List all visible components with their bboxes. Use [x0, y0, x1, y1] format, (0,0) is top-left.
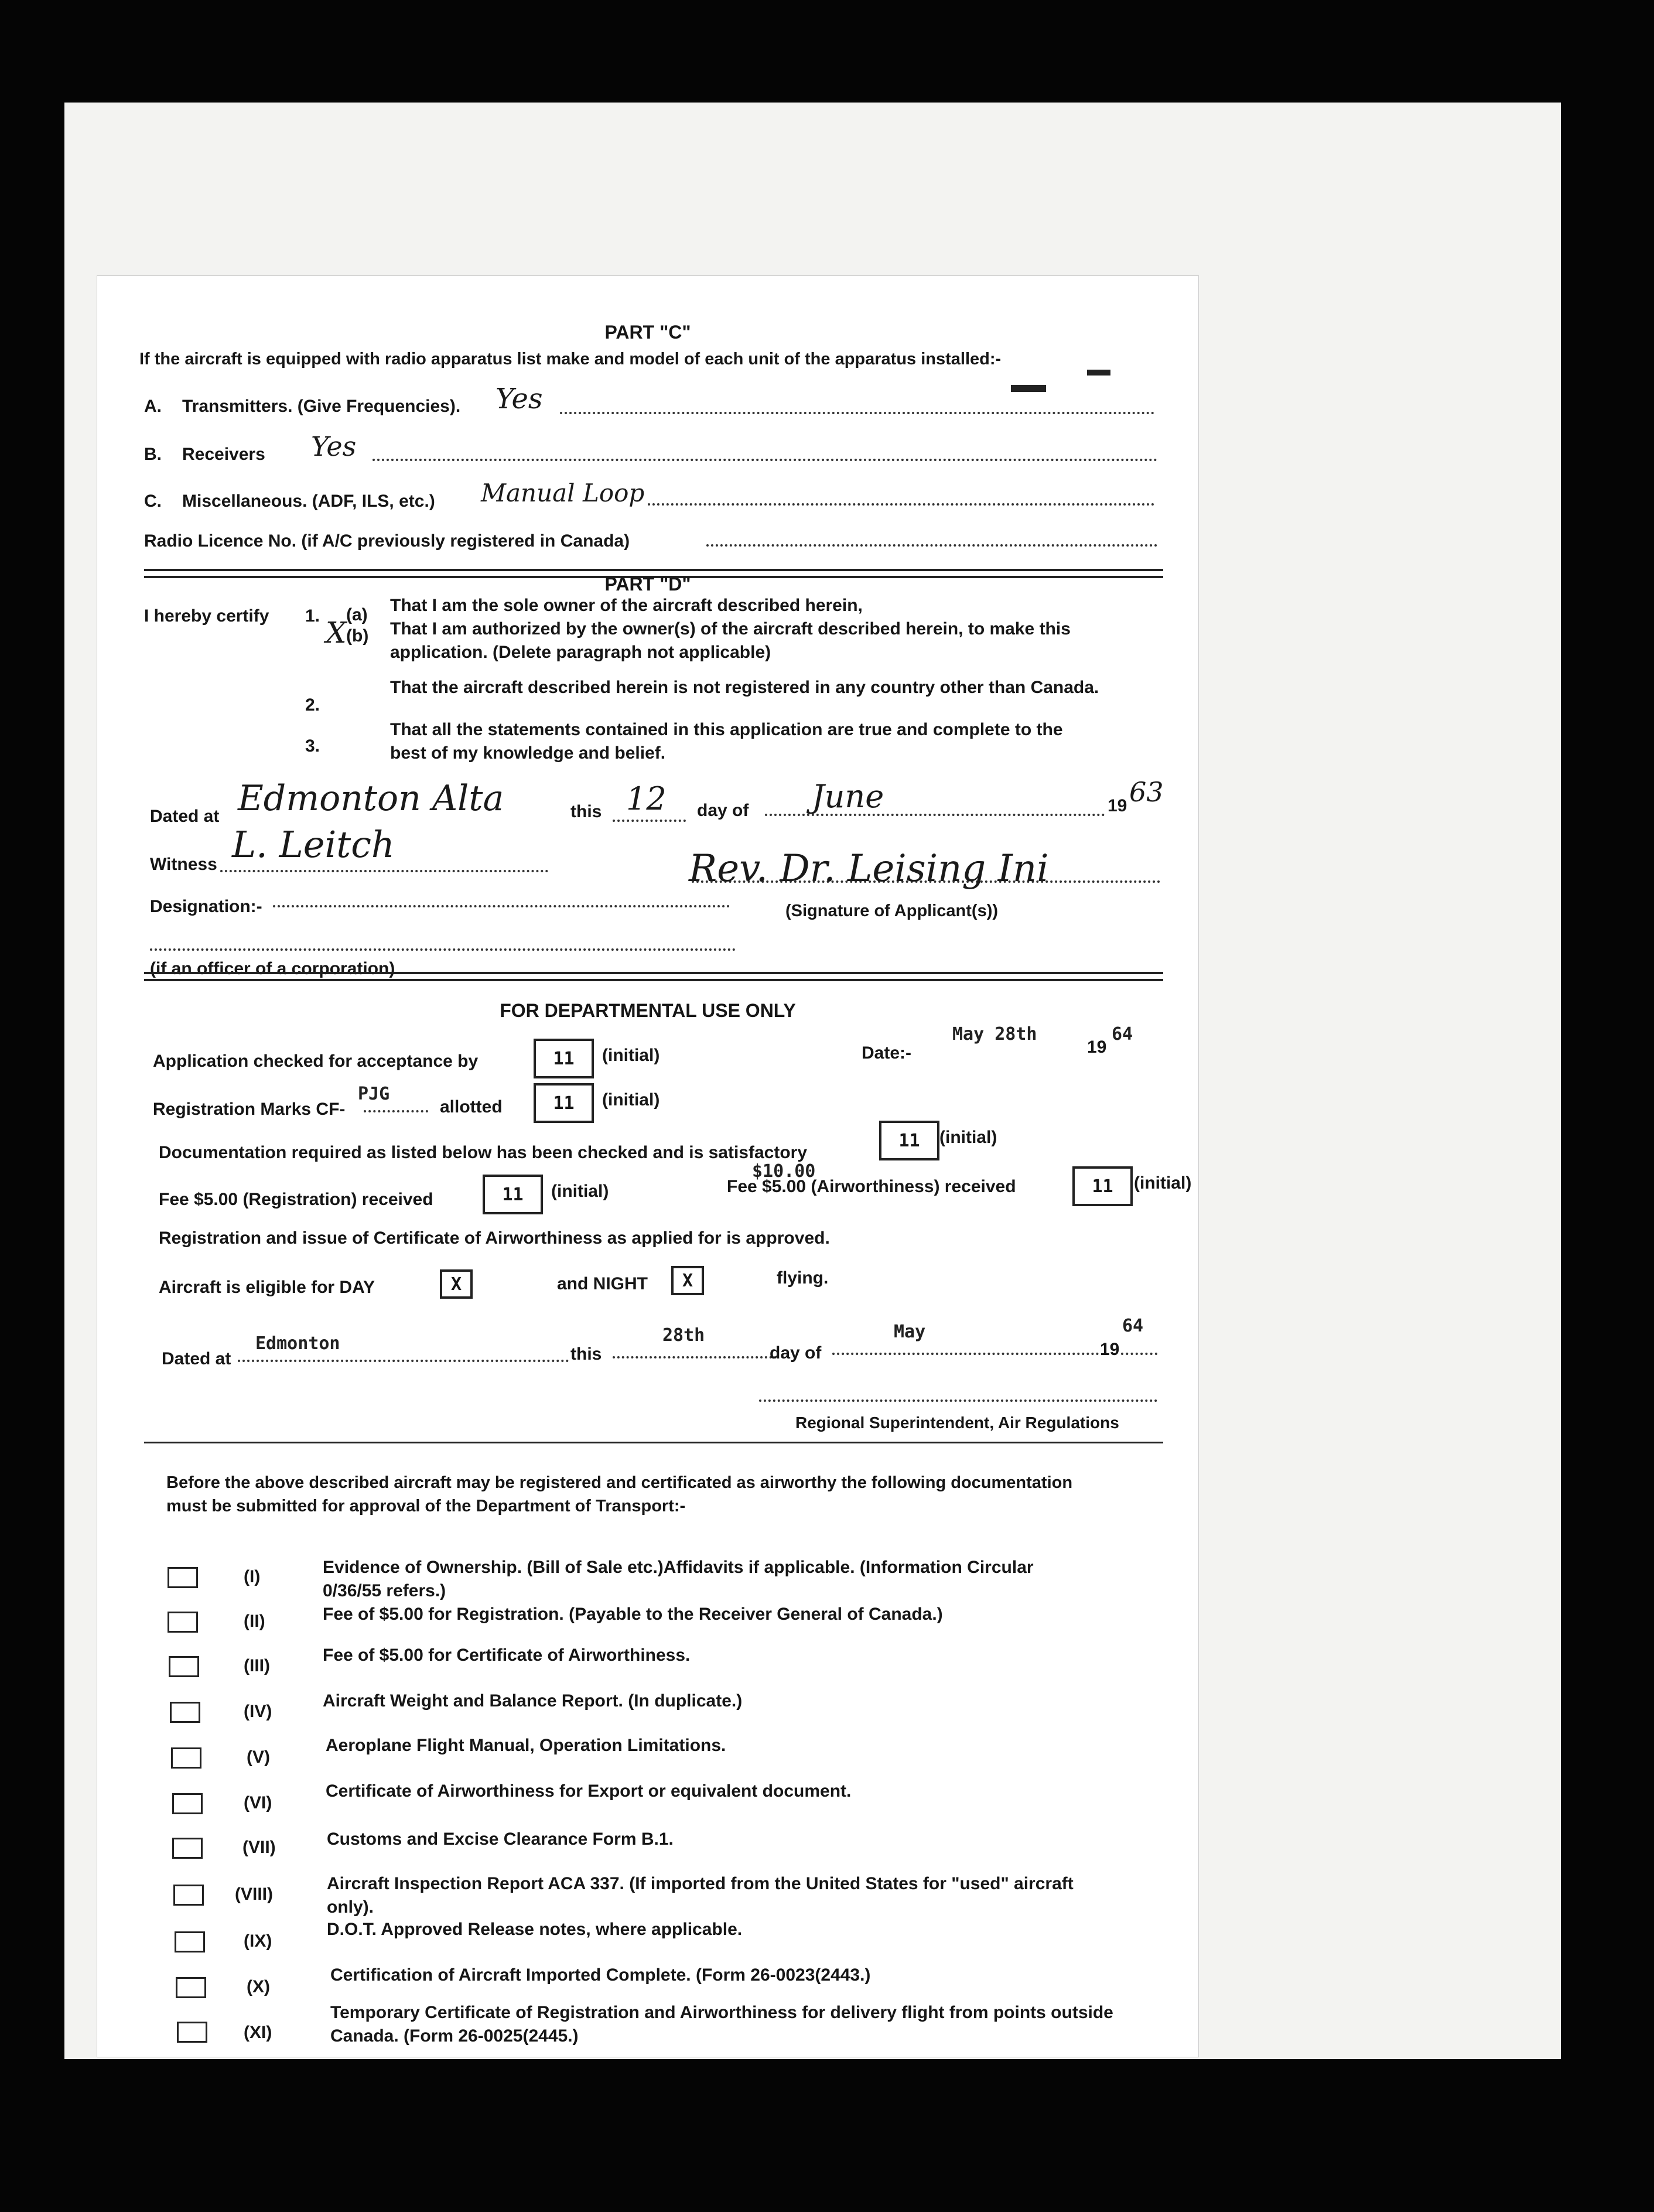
day-checkbox[interactable]: X: [440, 1269, 473, 1299]
doc-checkbox[interactable]: [170, 1702, 200, 1723]
documentation-initial[interactable]: 11: [879, 1121, 939, 1160]
witness-line: [220, 870, 548, 872]
dept-year-prefix: 19: [1100, 1340, 1120, 1359]
checked-by-initial-label: (initial): [602, 1046, 660, 1065]
misc-label: Miscellaneous. (ADF, ILS, etc.): [182, 491, 435, 511]
fee-registration-label: Fee $5.00 (Registration) received: [159, 1190, 433, 1209]
day-value[interactable]: 12: [626, 780, 667, 817]
doc-item-text: D.O.T. Approved Release notes, where applicable.: [327, 1920, 743, 1939]
dept-dated-line: [238, 1360, 569, 1362]
documentation-label: Documentation required as listed below has been checked and is satisfactory: [159, 1143, 807, 1162]
dept-day-value[interactable]: 28th: [662, 1325, 705, 1346]
doc-checkbox[interactable]: [172, 1838, 203, 1859]
doc-checkbox[interactable]: [171, 1747, 201, 1769]
doc-item-text: Aircraft Inspection Report ACA 337. (If imported from the United States for "used" aircraft: [327, 1874, 1074, 1893]
receivers-value[interactable]: Yes: [311, 431, 357, 462]
section-divider: [144, 1442, 1163, 1443]
form-sheet: [97, 275, 1199, 2057]
doc-item-text: Fee of $5.00 for Registration. (Payable to the Receiver General of Canada.): [323, 1605, 943, 1624]
approval-text: Registration and issue of Certificate of Airworthiness as applied for is approved.: [159, 1228, 830, 1248]
misc-value[interactable]: Manual Loop: [481, 479, 645, 507]
doc-item-number: (IX): [244, 1931, 272, 1951]
signature-label: (Signature of Applicant(s)): [785, 902, 999, 920]
doc-item-number: (IV): [244, 1702, 272, 1721]
doc-item-text: Certification of Aircraft Imported Complete. (Form 26-0023(2443.): [330, 1965, 871, 1985]
date-label: Date:-: [862, 1043, 912, 1063]
doc-checkbox[interactable]: [168, 1612, 198, 1633]
dept-year-line: [1121, 1353, 1157, 1355]
allotted-initial[interactable]: 11: [534, 1083, 594, 1123]
part-c-intro: If the aircraft is equipped with radio apparatus list make and model of each unit of the apparatus installed:-: [139, 350, 1002, 368]
month-line: [765, 814, 1105, 816]
witness-value[interactable]: L. Leitch: [232, 823, 395, 866]
date-year[interactable]: 64: [1112, 1024, 1133, 1044]
item-3-text-2: best of my knowledge and belief.: [390, 743, 666, 763]
ink-mark: [1087, 370, 1110, 376]
docs-intro-2: must be submitted for approval of the Department of Transport:-: [166, 1497, 686, 1515]
section-divider: [144, 979, 1163, 981]
eligible-day-label: Aircraft is eligible for DAY: [159, 1278, 375, 1297]
allotted-initial-label: (initial): [602, 1090, 660, 1110]
dated-at-label: Dated at: [150, 807, 220, 826]
doc-item-text: Evidence of Ownership. (Bill of Sale etc.)Affidavits if applicable. (Information Circular: [323, 1558, 1034, 1577]
item-1a-mark: (a): [346, 605, 368, 624]
dept-dated-value[interactable]: Edmonton: [255, 1333, 340, 1354]
designation-label: Designation:-: [150, 897, 262, 916]
superintendent-line[interactable]: [759, 1399, 1157, 1402]
allotted-label: allotted: [440, 1097, 503, 1117]
doc-item-number: (II): [244, 1612, 265, 1631]
doc-item-number: (III): [244, 1656, 270, 1675]
misc-line: [648, 503, 1154, 506]
section-divider: [144, 972, 1163, 974]
receivers-letter: B.: [144, 445, 162, 464]
dated-at-value[interactable]: Edmonton Alta: [238, 778, 504, 819]
doc-item-number: (I): [244, 1567, 261, 1586]
dept-month-value[interactable]: May: [894, 1322, 926, 1342]
item-1a-text: That I am the sole owner of the aircraft described herein,: [390, 596, 863, 615]
day-line: [613, 820, 686, 822]
item-1b-text-1: That I am authorized by the owner(s) of the aircraft described herein, to make this: [390, 619, 1071, 639]
transmitters-value[interactable]: Yes: [495, 383, 543, 415]
doc-item-number: (VIII): [235, 1885, 273, 1904]
transmitters-line: [560, 412, 1154, 414]
doc-checkbox[interactable]: [175, 1931, 205, 1952]
fee-airworthiness-stamp: $10.00: [752, 1161, 816, 1182]
fee-registration-initial-label: (initial): [551, 1182, 609, 1201]
dept-heading: FOR DEPARTMENTAL USE ONLY: [500, 1000, 796, 1021]
doc-item-text: Aircraft Weight and Balance Report. (In duplicate.): [323, 1691, 743, 1711]
doc-item-number: (V): [247, 1747, 270, 1767]
superintendent-label: Regional Superintendent, Air Regulations: [795, 1414, 1119, 1432]
radio-licence-label: Radio Licence No. (if A/C previously registered in Canada): [144, 531, 630, 551]
checked-by-label: Application checked for acceptance by: [153, 1052, 479, 1071]
doc-item-text: Customs and Excise Clearance Form B.1.: [327, 1829, 674, 1849]
dept-dayof-label: day of: [770, 1343, 822, 1363]
dept-year-value[interactable]: 64: [1122, 1316, 1144, 1336]
doc-item-text: Fee of $5.00 for Certificate of Airworthiness.: [323, 1646, 691, 1665]
dept-this-label: this: [570, 1344, 602, 1364]
designation-line-2: [150, 948, 736, 951]
date-year-prefix: 19: [1087, 1037, 1107, 1057]
this-label: this: [570, 802, 602, 821]
year-prefix: 19: [1108, 796, 1127, 815]
item-2-text: That the aircraft described herein is not registered in any country other than Canada.: [390, 678, 1099, 697]
item-3-number: 3.: [305, 736, 320, 756]
fee-airworthiness-initial[interactable]: 11: [1072, 1166, 1133, 1206]
reg-marks-line: [364, 1110, 428, 1112]
doc-item-text-2: 0/36/55 refers.): [323, 1581, 446, 1600]
checked-by-initial[interactable]: 11: [534, 1039, 594, 1078]
doc-item-number: (XI): [244, 2023, 272, 2042]
doc-checkbox[interactable]: [176, 1977, 206, 1998]
item-3-text-1: That all the statements contained in this application are true and complete to the: [390, 720, 1063, 739]
doc-checkbox[interactable]: [172, 1793, 203, 1814]
part-c-heading: PART "C": [604, 322, 691, 343]
part-d-heading: PART "D": [604, 574, 691, 595]
doc-checkbox[interactable]: [168, 1567, 198, 1588]
doc-checkbox[interactable]: [177, 2022, 207, 2043]
item-1b-check[interactable]: X: [326, 616, 347, 650]
doc-item-text: Temporary Certificate of Registration and Airworthiness for delivery flight from points outside: [330, 2003, 1113, 2022]
doc-item-text: Aeroplane Flight Manual, Operation Limitations.: [326, 1736, 726, 1755]
docs-intro-1: Before the above described aircraft may be registered and certificated as airworthy the following documentation: [166, 1473, 1073, 1492]
documentation-initial-label: (initial): [939, 1128, 997, 1147]
fee-airworthiness-initial-label: (initial): [1134, 1173, 1192, 1193]
flying-label: flying.: [777, 1268, 829, 1288]
ink-mark: [1011, 385, 1046, 392]
month-value[interactable]: June: [812, 778, 884, 815]
doc-item-number: (X): [247, 1977, 270, 1996]
doc-item-text: Certificate of Airworthiness for Export or equivalent document.: [326, 1781, 852, 1801]
year-value[interactable]: 63: [1129, 776, 1164, 808]
certify-label: I hereby certify: [144, 606, 269, 626]
item-1b-mark: (b): [346, 626, 369, 646]
dept-day-line: [613, 1356, 777, 1358]
item-1-number: 1.: [305, 606, 320, 626]
transmitters-letter: A.: [144, 397, 162, 416]
item-2-number: 2.: [305, 695, 320, 715]
officer-label: (if an officer of a corporation): [150, 959, 395, 978]
reg-marks-label: Registration Marks CF-: [153, 1100, 346, 1119]
doc-item-text-2: Canada. (Form 26-0025(2445.): [330, 2026, 579, 2046]
reg-marks-value[interactable]: PJG: [358, 1084, 390, 1104]
receivers-line: [373, 459, 1157, 461]
doc-checkbox[interactable]: [169, 1656, 199, 1677]
part-divider: [144, 569, 1163, 571]
fee-registration-initial[interactable]: 11: [483, 1175, 543, 1214]
witness-label: Witness: [150, 855, 217, 874]
doc-item-text-2: only).: [327, 1897, 374, 1917]
night-label: and NIGHT: [557, 1274, 648, 1293]
doc-checkbox[interactable]: [173, 1885, 204, 1906]
fee-airworthiness-label: Fee $5.00 (Airworthiness) received: [727, 1177, 1016, 1196]
receivers-label: Receivers: [182, 445, 265, 464]
night-checkbox[interactable]: X: [671, 1266, 704, 1295]
misc-letter: C.: [144, 491, 162, 511]
item-1b-text-2: application. (Delete paragraph not applicable): [390, 643, 771, 662]
radio-licence-line[interactable]: [706, 544, 1157, 547]
doc-item-number: (VI): [244, 1793, 272, 1812]
dept-month-line: [832, 1353, 1099, 1355]
signature-value[interactable]: Rev. Dr. Leising Ini: [689, 847, 1049, 890]
transmitters-label: Transmitters. (Give Frequencies).: [182, 397, 461, 416]
date-value[interactable]: May 28th: [952, 1024, 1037, 1044]
designation-line[interactable]: [273, 905, 730, 907]
day-of-label: day of: [697, 801, 749, 820]
dept-dated-label: Dated at: [162, 1349, 231, 1368]
doc-item-number: (VII): [242, 1838, 276, 1857]
